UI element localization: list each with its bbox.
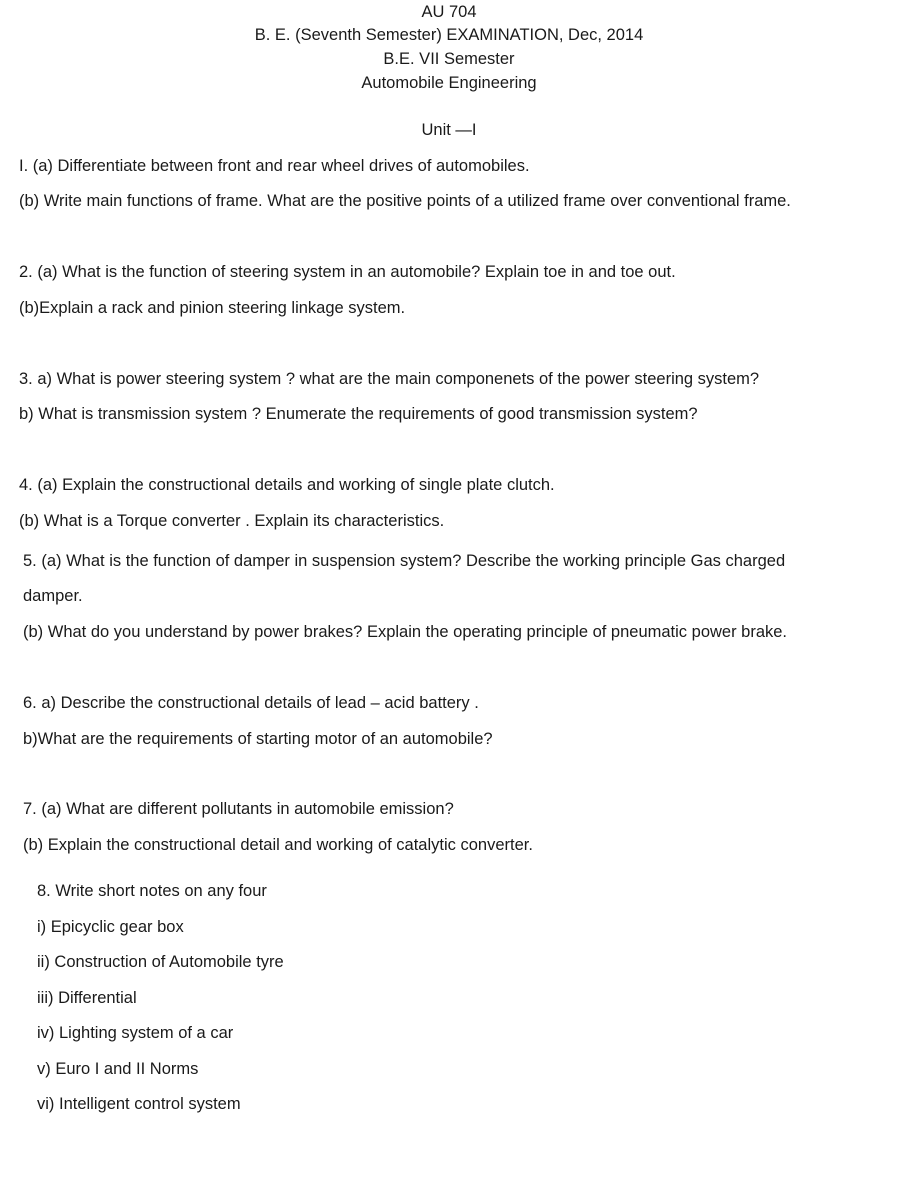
list-item: v) Euro I and II Norms: [37, 1060, 199, 1078]
question-1b: (b) Write main functions of frame. What are the positive points of a utilized frame over conventional frame.: [19, 192, 791, 210]
question-6a: 6. a) Describe the constructional details of lead – acid battery .: [23, 694, 479, 712]
question-1a: I. (a) Differentiate between front and rear wheel drives of automobiles.: [19, 157, 530, 175]
question-5a-continued: damper.: [23, 587, 83, 605]
question-2a: 2. (a) What is the function of steering system in an automobile? Explain toe in and toe out.: [19, 263, 676, 281]
question-2b: (b)Explain a rack and pinion steering linkage system.: [19, 299, 406, 317]
list-item: i) Epicyclic gear box: [37, 918, 184, 936]
question-7a: 7. (a) What are different pollutants in automobile emission?: [23, 800, 454, 818]
subject-title: Automobile Engineering: [361, 74, 537, 92]
paper-code: AU 704: [421, 3, 477, 21]
question-4b: (b) What is a Torque converter . Explain its characteristics.: [19, 512, 445, 530]
question-6b: b)What are the requirements of starting motor of an automobile?: [23, 730, 493, 748]
question-3a: 3. a) What is power steering system ? what are the main componenets of the power steering system?: [19, 370, 760, 388]
question-5b: (b) What do you understand by power brakes? Explain the operating principle of pneumatic power brake.: [23, 623, 788, 641]
list-item: vi) Intelligent control system: [37, 1095, 241, 1113]
list-item: ii) Construction of Automobile tyre: [37, 953, 284, 971]
question-7b: (b) Explain the constructional detail and working of catalytic converter.: [23, 836, 533, 854]
list-item: iii) Differential: [37, 989, 137, 1007]
question-8: 8. Write short notes on any four: [37, 882, 267, 900]
exam-title: B. E. (Seventh Semester) EXAMINATION, Dec, 2014: [254, 26, 644, 44]
question-3b: b) What is transmission system ? Enumerate the requirements of good transmission system?: [19, 405, 698, 423]
question-5a: 5. (a) What is the function of damper in suspension system? Describe the working principle Gas charged: [23, 552, 786, 570]
list-item: iv) Lighting system of a car: [37, 1024, 234, 1042]
unit-heading: Unit —I: [421, 121, 477, 139]
question-4a: 4. (a) Explain the constructional details and working of single plate clutch.: [19, 476, 555, 494]
semester-label: B.E. VII Semester: [383, 50, 515, 68]
